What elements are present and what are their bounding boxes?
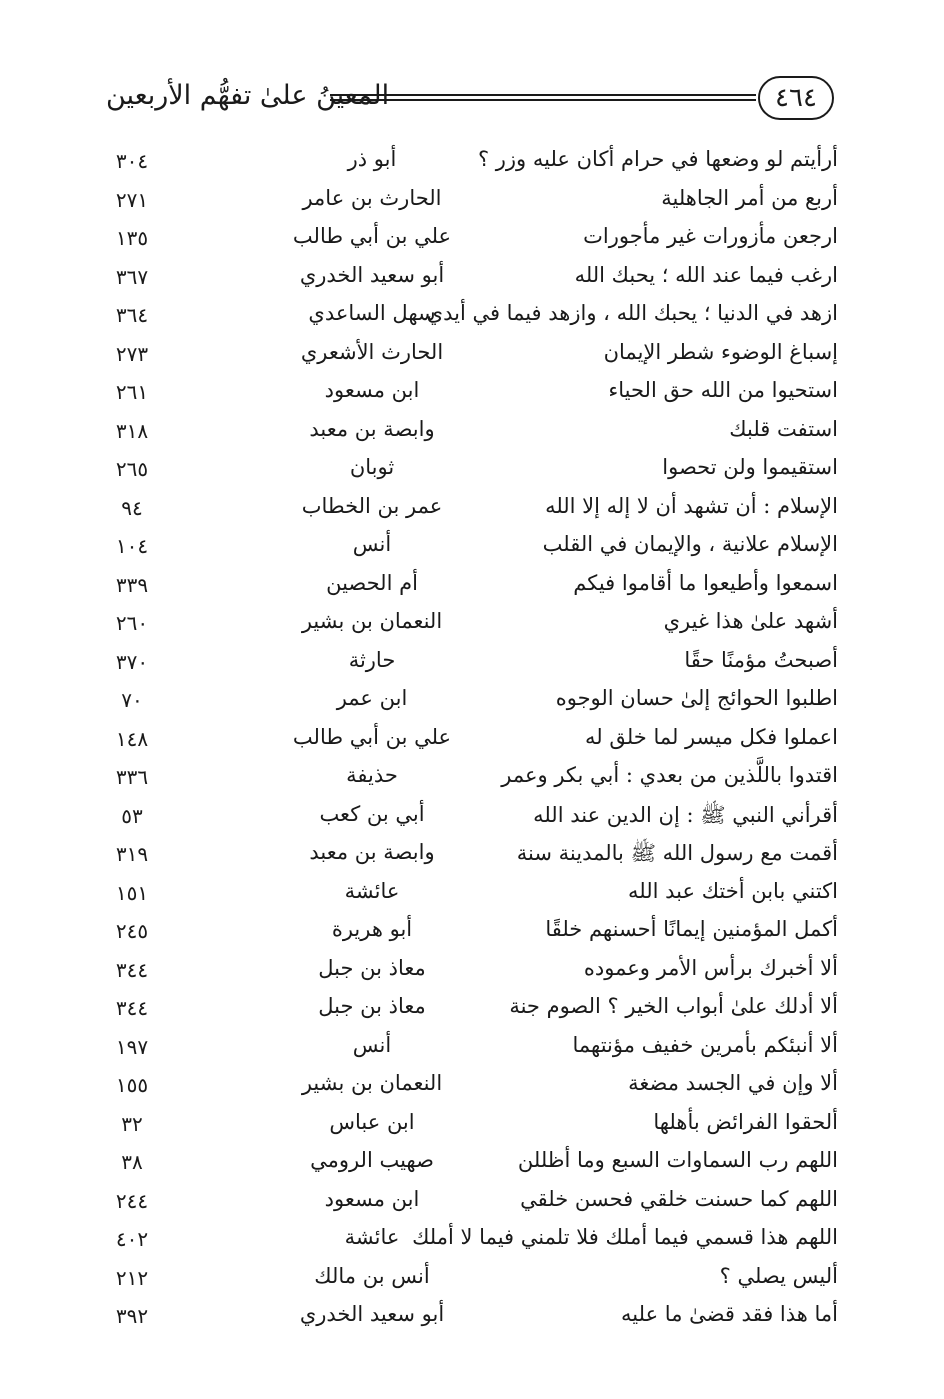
page-reference: ٢٤٥ <box>115 919 149 943</box>
narrator-name: أنس <box>352 1032 392 1057</box>
index-row <box>92 1031 844 1070</box>
page-reference: ١٥١ <box>115 880 149 905</box>
hadith-text: ارغب فيما عند الله ؛ يحبك الله <box>574 262 838 287</box>
index-row <box>92 492 844 531</box>
index-row <box>92 877 844 916</box>
hadith-text: أرأيتم لو وضعها في حرام أكان عليه وزر ؟ <box>477 147 838 171</box>
book-title: المعينُ علىٰ تفهُّم الأربعين <box>106 80 390 111</box>
hadith-text: اطلبوا الحوائج إلىٰ حسان الوجوه <box>555 686 838 710</box>
hadith-text: اسمعوا وأطيعوا ما أقاموا فيكم <box>573 570 838 595</box>
narrator-name: وابصة بن معبد <box>309 840 435 864</box>
hadith-text: الإسلام علانية ، والإيمان في القلب <box>542 532 838 556</box>
page-reference: ١٠٤ <box>115 534 149 558</box>
index-row <box>92 838 844 877</box>
page-reference: ١٩٧ <box>115 1034 149 1059</box>
narrator-name: أبو سعيد الخدري <box>299 1302 445 1326</box>
page-reference: ٢٤٤ <box>115 1188 149 1213</box>
index-row <box>92 338 844 377</box>
page-reference: ١٤٨ <box>115 726 149 751</box>
page-reference: ٣٤٤ <box>115 996 149 1020</box>
page-reference: ٢٦٠ <box>115 611 149 635</box>
narrator-name: معاذ بن جبل <box>318 955 426 980</box>
hadith-text: اعملوا فكل ميسر لما خلق له <box>584 724 838 749</box>
hadith-text: أصبحتُ مؤمنًا حقًا <box>684 647 838 672</box>
page-reference: ١٣٥ <box>115 226 149 250</box>
page-reference: ١٥٥ <box>115 1073 149 1097</box>
hadith-text: ألحقوا الفرائض بأهلها <box>653 1109 838 1134</box>
index-row <box>92 261 844 300</box>
page-reference: ٣٦٧ <box>115 264 149 289</box>
narrator-name: أبو هريرة <box>331 917 413 941</box>
index-row <box>92 1146 844 1185</box>
hadith-index-table <box>92 145 844 1339</box>
narrator-name: سهل الساعدي <box>308 301 436 325</box>
page-reference: ٣٧٠ <box>115 649 149 674</box>
narrator-name: علي بن أبي طالب <box>292 224 452 248</box>
page-reference: ٧٠ <box>121 688 143 712</box>
narrator-name: أبي بن كعب <box>319 801 425 826</box>
hadith-text: أشهد علىٰ هذا غيري <box>663 609 838 633</box>
index-row <box>92 376 844 415</box>
index-row <box>92 1185 844 1224</box>
index-row <box>92 800 844 839</box>
hadith-text: استفت قلبك <box>729 416 838 441</box>
header-double-rule <box>330 94 756 101</box>
index-row <box>92 1262 844 1301</box>
index-row <box>92 954 844 993</box>
hadith-text: اللهم كما حسنت خلقي فحسن خلقي <box>520 1186 838 1211</box>
index-row <box>92 1300 844 1339</box>
hadith-text: ارجعن مأزورات غير مأجورات <box>583 224 838 248</box>
narrator-name: عائشة <box>344 1225 400 1249</box>
narrator-name: أبو سعيد الخدري <box>299 262 445 287</box>
index-row <box>92 646 844 685</box>
index-row <box>92 607 844 646</box>
narrator-name: ثوبان <box>349 455 395 479</box>
index-row <box>92 145 844 184</box>
narrator-name: ابن عباس <box>329 1109 415 1134</box>
hadith-text: ازهد في الدنيا ؛ يحبك الله ، وازهد فيما في أيدي <box>426 301 838 325</box>
page-reference: ٢٧٣ <box>115 341 149 366</box>
hadith-text: استحيوا من الله حق الحياء <box>608 378 838 402</box>
narrator-name: ابن مسعود <box>324 1186 420 1211</box>
hadith-text: أربع من أمر الجاهلية <box>661 185 838 210</box>
page-reference: ٣٣٦ <box>115 765 149 789</box>
narrator-name: عائشة <box>344 878 400 903</box>
index-row <box>92 530 844 569</box>
hadith-text: ألا أدلك علىٰ أبواب الخير ؟ الصوم جنة <box>509 994 838 1018</box>
page-reference: ٣١٨ <box>115 418 149 443</box>
narrator-name: معاذ بن جبل <box>318 994 426 1018</box>
hadith-text: الإسلام : أن تشهد أن لا إله إلا الله <box>545 493 838 518</box>
hadith-text: إسباغ الوضوء شطر الإيمان <box>603 339 838 364</box>
hadith-text: أقرأني النبي ﷺ : إن الدين عند الله <box>533 802 838 827</box>
page-reference: ٣٤٤ <box>115 957 149 982</box>
page-reference: ٩٤ <box>121 495 143 520</box>
page-reference: ٢٧١ <box>115 187 149 212</box>
narrator-name: النعمان بن بشير <box>301 1071 443 1095</box>
index-row <box>92 184 844 223</box>
page-reference: ٢٦٥ <box>115 457 149 481</box>
index-row <box>92 915 844 954</box>
hadith-text: ألا وإن في الجسد مضغة <box>628 1071 838 1095</box>
narrator-name: أنس <box>352 532 392 556</box>
narrator-name: ابن مسعود <box>324 378 420 402</box>
page-reference: ٣٦٤ <box>115 303 149 327</box>
page-reference: ٢١٢ <box>115 1265 149 1290</box>
index-row <box>92 1069 844 1108</box>
hadith-text: ألا أخبرك برأس الأمر وعموده <box>583 955 838 980</box>
page-reference: ٢٦١ <box>115 380 149 404</box>
hadith-text: ألا أنبئكم بأمرين خفيف مؤنتهما <box>572 1032 838 1057</box>
page-number: ٤٦٤ <box>758 76 834 120</box>
hadith-text: اللهم رب السماوات السبع وما أظللن <box>517 1148 838 1172</box>
hadith-text: اقتدوا باللَّذين من بعدي : أبي بكر وعمر <box>501 763 838 787</box>
index-row <box>92 415 844 454</box>
page-reference: ٣١٩ <box>115 842 149 866</box>
narrator-name: أم الحصين <box>326 570 418 595</box>
hadith-text: اكتني بابن أختك عبد الله <box>628 878 838 903</box>
page-reference: ٣٠٤ <box>115 149 149 173</box>
narrator-name: الحارث الأشعري <box>300 339 444 364</box>
hadith-text: أما هذا فقد قضىٰ ما عليه <box>621 1302 838 1326</box>
page-header <box>100 72 840 128</box>
index-row <box>92 299 844 338</box>
index-row <box>92 684 844 723</box>
hadith-text: اللهم هذا قسمي فيما أملك فلا تلمني فيما لا أملك <box>412 1225 838 1249</box>
index-row <box>92 569 844 608</box>
page-reference: ٣٣٩ <box>115 572 149 597</box>
index-row <box>92 992 844 1031</box>
narrator-name: أبو ذر <box>347 147 397 171</box>
narrator-name: حارثة <box>348 647 396 672</box>
hadith-text: أكمل المؤمنين إيمانًا أحسنهم خلقًا <box>545 917 838 941</box>
narrator-name: ابن عمر <box>336 686 408 710</box>
page-reference: ٣٩٢ <box>115 1304 149 1328</box>
hadith-text: استقيموا ولن تحصوا <box>662 455 838 479</box>
page-reference: ٣٢ <box>121 1111 143 1136</box>
narrator-name: الحارث بن عامر <box>302 185 442 210</box>
narrator-name: وابصة بن معبد <box>309 416 435 441</box>
narrator-name: النعمان بن بشير <box>301 609 443 633</box>
index-row <box>92 222 844 261</box>
page-reference: ٤٠٢ <box>115 1227 149 1251</box>
index-row <box>92 761 844 800</box>
narrator-name: علي بن أبي طالب <box>292 724 452 749</box>
narrator-name: أنس بن مالك <box>314 1263 430 1288</box>
hadith-text: أقمت مع رسول الله ﷺ بالمدينة سنة <box>516 841 838 865</box>
hadith-text: أليس يصلي ؟ <box>719 1263 838 1288</box>
page-reference: ٥٣ <box>121 803 143 828</box>
index-row <box>92 453 844 492</box>
index-row <box>92 1108 844 1147</box>
index-row <box>92 723 844 762</box>
index-row <box>92 1223 844 1262</box>
narrator-name: حذيفة <box>346 763 398 787</box>
page-reference: ٣٨ <box>121 1150 143 1174</box>
narrator-name: صهيب الرومي <box>310 1148 434 1172</box>
narrator-name: عمر بن الخطاب <box>301 493 443 518</box>
